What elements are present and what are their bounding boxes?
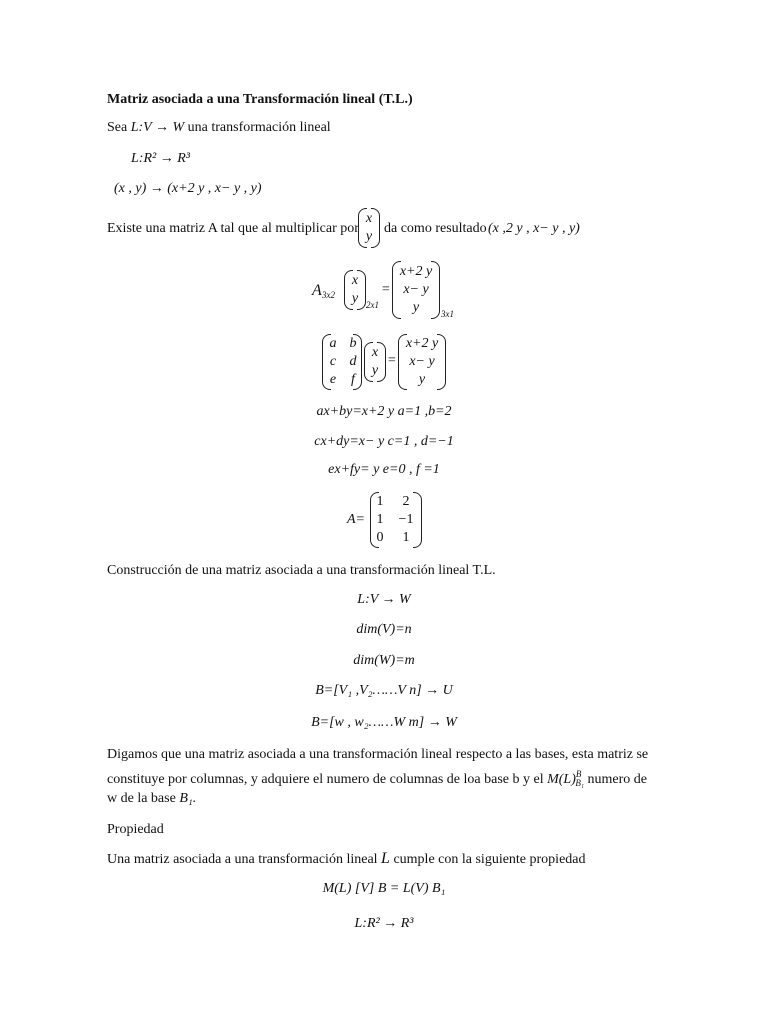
digamos-line-1: Digamos que una matriz asociada a una transformación lineal respecto a las bases, esta matriz se: [107, 747, 649, 762]
construccion-row-4: B=[V₁ ,V₂……V n] → U: [315, 683, 453, 698]
digamos-sub-B1: B₁: [575, 778, 585, 788]
matrix-abcdef: [322, 334, 362, 390]
construccion-row-3: dim(W)=m: [353, 653, 415, 668]
vector-xy-inline: [358, 208, 380, 248]
digamos-M: M(L): [547, 772, 576, 787]
eq1-A: A: [312, 282, 322, 299]
A-31: 0: [376, 530, 384, 545]
equation-row-2: cx+dy=x− y c=1 , d=−1: [314, 434, 454, 449]
eq1-equals: =: [381, 282, 391, 297]
prop-text-1: Una matriz asociada a una transformación lineal: [107, 852, 378, 867]
prop-text-2: cumple con la siguiente propiedad: [393, 852, 586, 867]
vec-x: x: [365, 211, 373, 226]
eq1-vector-xy: [344, 270, 366, 310]
vec-y: y: [351, 291, 359, 306]
A-12: 2: [402, 494, 410, 509]
digamos-text-3: numero de: [587, 772, 647, 787]
construccion-text: Construcción de una matriz asociada a una transformación lineal T.L.: [107, 563, 496, 578]
digamos-line-2: [107, 769, 647, 788]
eq2-vector-xy: [364, 342, 386, 382]
vec-y: y: [365, 229, 373, 244]
digamos-B1: B₁.: [179, 791, 197, 806]
A-11: 1: [376, 494, 384, 509]
intro-map: L:V → W: [130, 120, 185, 135]
existe-text-1: Existe una matriz A tal que al multiplicar por: [107, 221, 359, 236]
m-d: d: [349, 354, 357, 369]
eq1-result-vector: [392, 261, 440, 319]
res-row-1: x+2 y: [405, 336, 439, 351]
res-row-1: x+2 y: [399, 264, 433, 279]
eq1-vector-dim: 2x1: [366, 300, 379, 310]
map-rule: (x , y) → (x+2 y , x− y , y): [114, 181, 262, 196]
digamos-text-2: constituye por columnas, y adquiere el numero de columnas de loa base b y el: [107, 772, 544, 787]
digamos-line-3: [107, 791, 196, 807]
construccion-row-5: B=[w , w₂……W m] → W: [311, 715, 457, 730]
A-label: A=: [347, 512, 365, 527]
res-row-2: x− y: [409, 354, 435, 369]
m-e: e: [329, 372, 337, 387]
m-f: f: [351, 372, 355, 387]
propiedad-equation: M(L) [V] B = L(V) B₁: [322, 881, 446, 896]
res-row-3: y: [412, 300, 420, 315]
vec-x: x: [371, 345, 379, 360]
construccion-row-1: L:V → W: [357, 592, 411, 607]
eq1-A-dim: 3x2: [322, 290, 335, 300]
equation-row-1: ax+by=x+2 y a=1 ,b=2: [316, 404, 452, 419]
digamos-sup-B: B: [575, 769, 582, 779]
matrix-A: [370, 492, 422, 548]
equation-row-3: ex+fy= y e=0 , f =1: [328, 462, 440, 477]
existe-text-2: da como resultado: [384, 221, 487, 236]
intro-sea: Sea: [107, 120, 128, 135]
propiedad-line: [107, 850, 586, 868]
A-32: 1: [402, 530, 410, 545]
m-c: c: [329, 354, 337, 369]
m-a: a: [329, 336, 337, 351]
propiedad-heading: Propiedad: [107, 822, 164, 837]
page-title: Matriz asociada a una Transformación lineal (T.L.): [107, 92, 413, 107]
eq1-result-dim: 3x1: [441, 309, 454, 319]
vec-x: x: [351, 273, 359, 288]
digamos-text-4: w de la base: [107, 791, 176, 806]
prop-L: L: [381, 850, 390, 867]
A-21: 1: [376, 512, 384, 527]
A-22: −1: [398, 512, 414, 527]
eq2-result-vector: [398, 334, 446, 390]
intro-line: [107, 120, 331, 136]
final-map: L:R² → R³: [354, 916, 414, 931]
res-row-2: x− y: [403, 282, 429, 297]
eq2-equals: =: [387, 353, 397, 368]
existe-result: (x ,2 y , x− y , y): [488, 221, 580, 236]
m-b: b: [349, 336, 357, 351]
vec-y: y: [371, 363, 379, 378]
construccion-row-2: dim(V)=n: [356, 622, 412, 637]
intro-rest: una transformación lineal: [187, 120, 331, 135]
res-row-3: y: [418, 372, 426, 387]
map-r2-r3: L:R² → R³: [131, 151, 190, 166]
